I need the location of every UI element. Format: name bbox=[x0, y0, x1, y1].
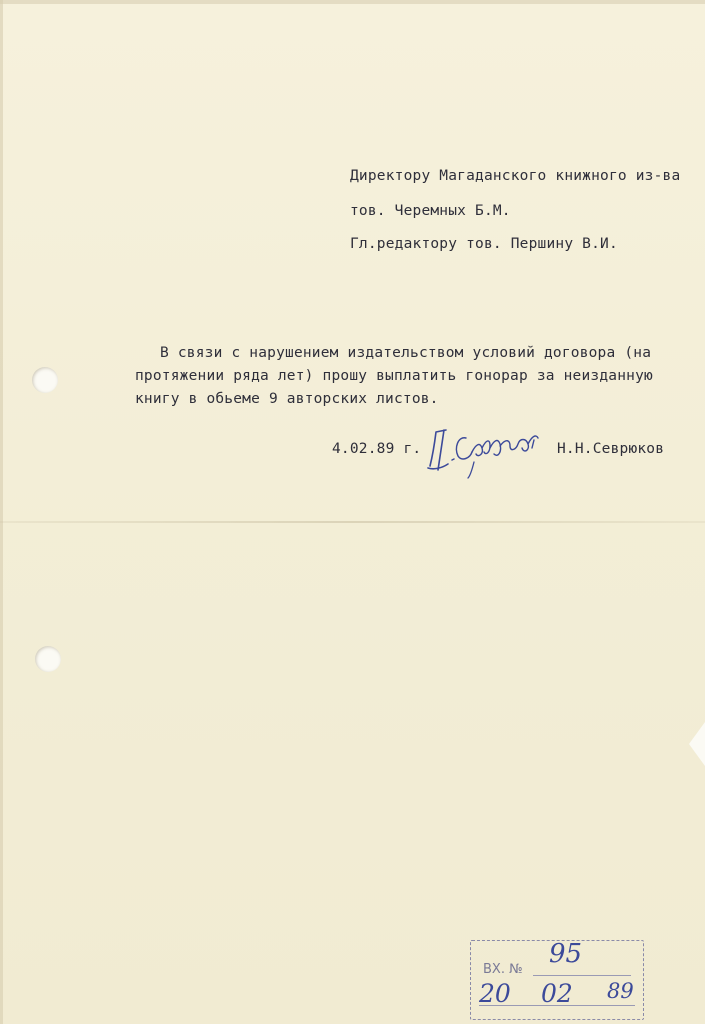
body-line-3: книгу в обьеме 9 авторских листов. bbox=[135, 391, 439, 407]
stamp-label: ВХ. № bbox=[483, 962, 523, 977]
paper-left-edge bbox=[0, 0, 3, 1024]
stamp-number-underline bbox=[533, 975, 631, 976]
signatory-name: Н.Н.Севрюков bbox=[557, 441, 665, 457]
paper-top-edge bbox=[0, 0, 705, 4]
handwritten-signature bbox=[424, 418, 554, 480]
letter-date: 4.02.89 г. bbox=[332, 441, 422, 457]
stamp-number: 95 bbox=[549, 939, 583, 969]
addressee-line-3: Гл.редактору тов. Першину В.И. bbox=[350, 236, 618, 252]
torn-edge bbox=[689, 722, 705, 766]
stamp-year: 89 bbox=[607, 979, 634, 1003]
punch-hole-top bbox=[32, 367, 58, 393]
registration-stamp bbox=[470, 940, 644, 1020]
paper-fold-line bbox=[0, 521, 705, 523]
body-line-2: протяжении ряда лет) прошу выплатить гонорар за неизданную bbox=[135, 368, 653, 384]
addressee-line-2: тов. Черемных Б.М. bbox=[350, 203, 511, 219]
punch-hole-bottom bbox=[35, 646, 61, 672]
addressee-line-1: Директору Магаданского книжного из-ва bbox=[350, 168, 681, 184]
stamp-day: 20 bbox=[479, 979, 511, 1008]
stamp-month: 02 bbox=[541, 979, 573, 1008]
body-line-1: В связи с нарушением издательством условий договора (на bbox=[160, 345, 652, 361]
